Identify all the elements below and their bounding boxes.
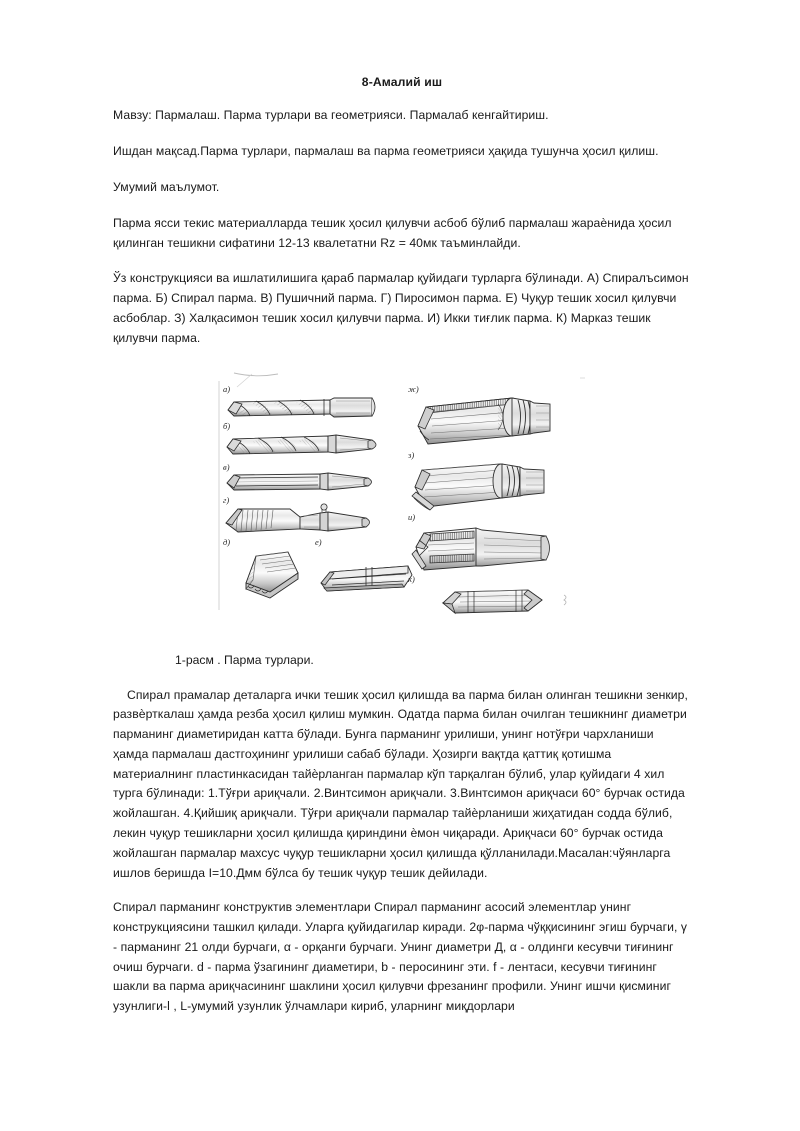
svg-text:ж): ж)	[408, 384, 419, 395]
figure-drill-types	[113, 348, 691, 669]
svg-text:д): д)	[223, 537, 231, 548]
svg-text:е): е)	[315, 537, 322, 548]
svg-text:и): и)	[408, 512, 416, 523]
figure-caption: 1-расм . Парма турлари.	[175, 653, 314, 668]
svg-text:в): в)	[223, 462, 230, 473]
svg-text:з): з)	[408, 450, 415, 461]
paragraph-definition: Парма ясси текис материалларда тешик ҳосил қилувчи асбоб бўлиб пармалаш жараѐнида ҳосил қилинган тешикни сифатини 12-13 квалетатни Rz = 40мк таъминлайди.	[113, 215, 672, 250]
svg-text:а): а)	[223, 384, 231, 395]
paragraph-spiral-drills: Спирал прамалар деталарга ички тешик ҳосил қилишда ва парма билан олинган тешикни зенкир, развѐрткалаш ҳамда резба ҳосил қилиш мумкин. Одатда парма билан очилган тешикнинг диаметри парманинг диаметиридан катта бўлади. Бунга парманинг урилиши, унинг нотўғри чархланиши ҳамда пармалаш дастгоҳининг урилиши сабаб бўлади. Ҳозирги вақтда қаттиқ қотишма материалнинг пластинкасидан тайѐрланган пармалар кўп тарқалган бўлиб, улар қуйидаги 4 хил турга бўлинади: 1.Тўғри ариқчали. 2.Винтсимон ариқчали. 3.Винтсимон ариқчаси 60° бурчак остида жойлашган. 4.Қийшиқ ариқчали. Тўғри ариқчали пармалар тайѐрланиши жиҳатидан содда бўлиб, лекин чуқур тешикларни ҳосил қилишда қириндини ѐмон чиқаради. Ариқчаси 60° бурчак остида жойлашган пармалар махсус чуқур тешикларни ҳосил қилишда қўлланилади.Масалан:чўянларга ишлов беришда I=10.Дмм бўлса бу тешик чуқур тешик дейилади.	[113, 687, 688, 880]
page-title: 8-Амалий иш	[361, 75, 443, 89]
document-content	[113, 0, 691, 1077]
paragraph-constructive-elements: Спирал парманинг конструктив элементлари Спирал парманинг асосий элементлар унинг конструкциясини ташкил қилади. Уларга қуйидагилар киради. 2φ-парма чўққисининг эгиш бурчаги, γ - парманинг 21 олди бурчаги, α - орқанги бурчаги. Унинг диаметри Д, α - олдинги кесувчи тиғининг очиш бурчаги. d - парма ўзагининг диаметири, b - перосининг эти. f - лентаси, кесувчи тиғининг шакли ва парма ариқчасининг шаклини ҳосил қилувчи фрезанинг профили. Унинг ишчи қисминиг узунлиги-l , L-умумий узунлик ўлчамлари кириб, уларнинг миқдорлари	[113, 900, 688, 1014]
paragraph-topic: Мавзу: Пармалаш. Парма турлари ва геометрияси. Пармалаб кенгайтириш.	[113, 108, 549, 123]
paragraph-objective: Ишдан мақсад.Парма турлари, пармалаш ва парма геометрияси ҳақида тушунча ҳосил қилиш.	[113, 144, 659, 159]
svg-text:г): г)	[223, 495, 230, 506]
paragraph-general-heading: Умумий маълумот.	[113, 180, 220, 194]
svg-text:к): к)	[408, 574, 415, 585]
svg-text:б): б)	[223, 421, 231, 432]
page-bottom-spacer	[113, 1017, 691, 1077]
paragraph-classification: Ўз конструкцияси ва ишлатилишига қараб пармалар қуйидаги турларга бўлинади. А) Спиралъсимон парма. Б) Спирал парма. В) Пушичний парма. Г) Пиросимон парма. Е) Чуқур тешик хосил қилувчи асбоблар. З) Халқасимон тешик хосил қилувчи парма. И) Икки тиғлик парма. К) Марказ тешик қилувчи парма.	[113, 271, 689, 345]
figure-image	[212, 370, 592, 622]
